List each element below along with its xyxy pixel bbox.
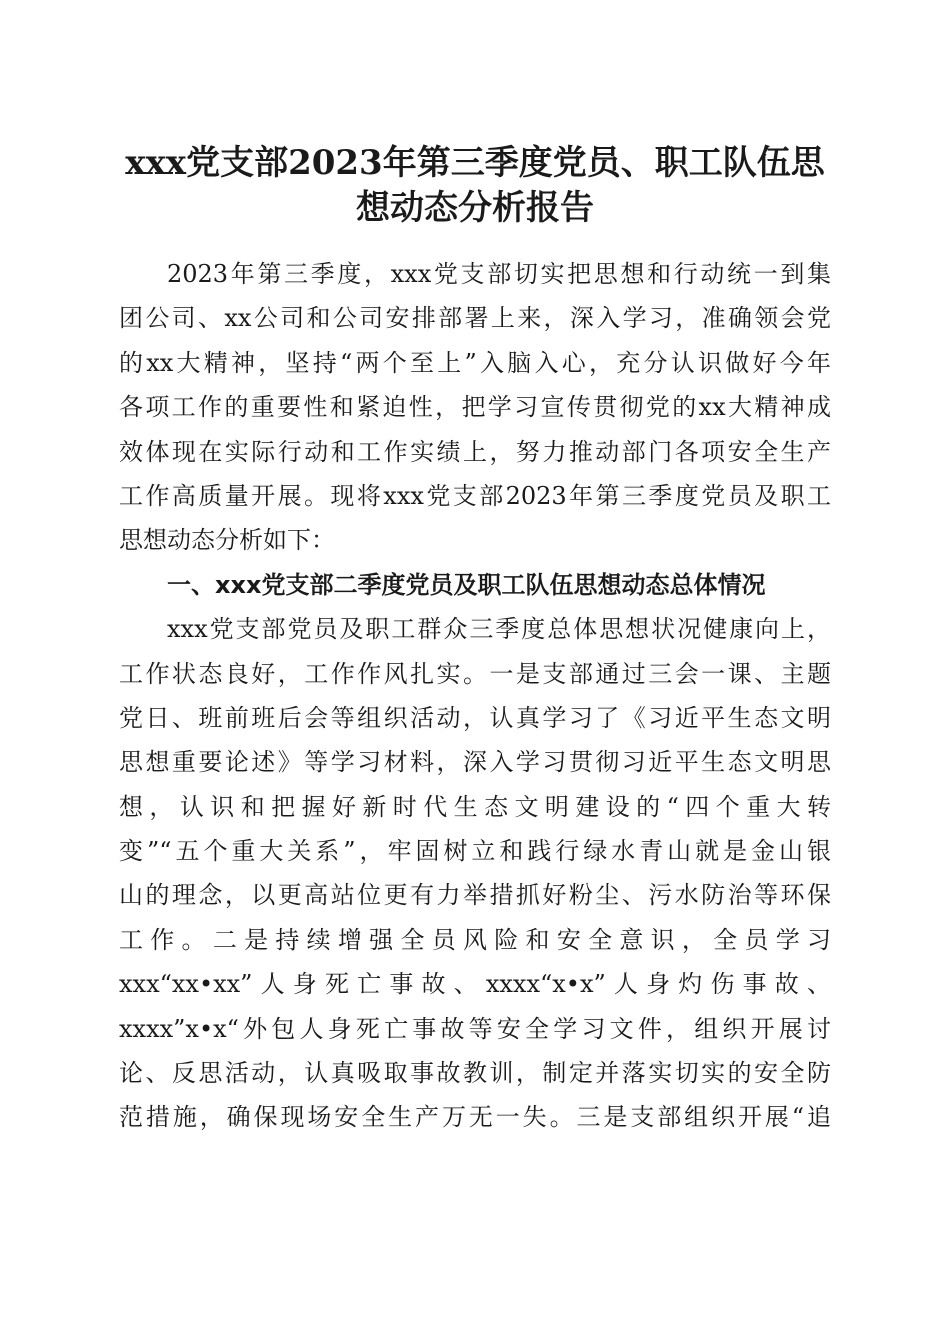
paragraph-line: 山的理念，以更高站位更有力举措抓好粉尘、污水防治等环保 <box>119 881 831 910</box>
paragraph-line: xxxx”x•x“外包人身死亡事故等安全学习文件，组织开展讨 <box>119 1014 831 1043</box>
paragraph-line: xxx党支部党员及职工群众三季度总体思想状况健康向上， <box>167 615 831 644</box>
section-heading: 一、xxx党支部二季度党员及职工队伍思想动态总体情况 <box>167 570 766 599</box>
paragraph-line: 2023年第三季度，xxx党支部切实把思想和行动统一到集 <box>167 260 831 288</box>
paragraph-line: 思想动态分析如下： <box>119 526 335 555</box>
paragraph-line: 工作高质量开展。现将xxx党支部2023年第三季度党员及职工 <box>119 481 831 510</box>
paragraph-line: 工作状态良好，工作作风扎实。一是支部通过三会一课、主题 <box>119 659 831 688</box>
paragraph-line: 思想重要论述》等学习材料，深入学习贯彻习近平生态文明思 <box>119 748 831 777</box>
paragraph-line: 范措施，确保现场安全生产万无一失。三是支部组织开展“追 <box>119 1103 831 1132</box>
paragraph-line: xxx“xx•xx”人身死亡事故、xxxx“x•x”人身灼伤事故、 <box>119 970 831 999</box>
paragraph-line: 各项工作的重要性和紧迫性，把学习宣传贯彻党的xx大精神成 <box>119 393 831 422</box>
paragraph-line: 党日、班前班后会等组织活动，认真学习了《习近平生态文明 <box>119 703 831 732</box>
document-title-line-1: xxx党支部2023年第三季度党员、职工队伍思 <box>125 143 825 183</box>
document-body <box>119 252 831 1140</box>
paragraph-line: 论、反思活动，认真吸取事故教训，制定并落实切实的安全防 <box>119 1059 831 1088</box>
paragraph-line: 变”“五个重大关系”，牢固树立和践行绿水青山就是金山银 <box>119 837 831 866</box>
document-title-line-2: 想动态分析报告 <box>356 188 594 228</box>
paragraph-line: 的xx大精神，坚持“两个至上”入脑入心，充分认识做好今年 <box>119 348 831 377</box>
paragraph-line: 工作。二是持续增强全员风险和安全意识，全员学习 <box>119 925 831 954</box>
paragraph-line: 想，认识和把握好新时代生态文明建设的“四个重大转 <box>119 792 831 821</box>
paragraph-line: 效体现在实际行动和工作实绩上，努力推动部门各项安全生产 <box>119 437 831 466</box>
paragraph-line: 团公司、xx公司和公司安排部署上来，深入学习，准确领会党 <box>119 304 831 333</box>
